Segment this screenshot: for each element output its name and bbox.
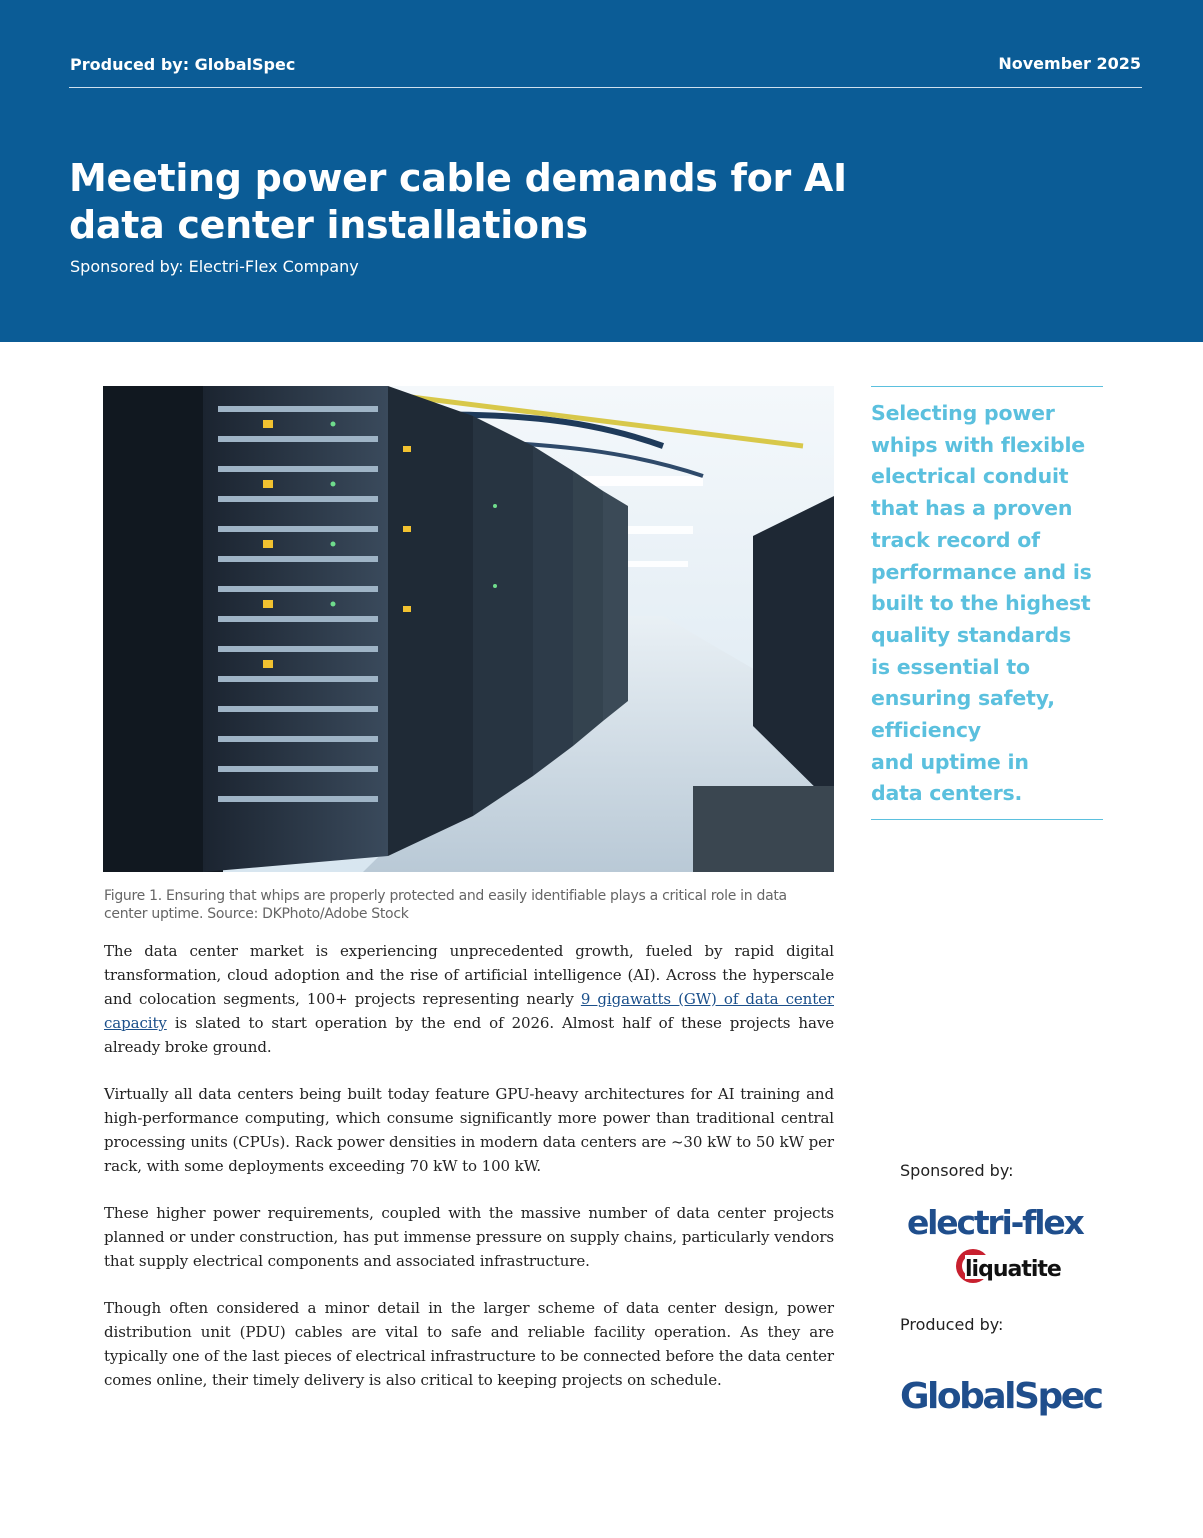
pull-quote-line: electrical conduit <box>871 464 1069 489</box>
paragraph-1-text-b: is slated to start operation by the end of 2026. Almost half of these projects have already broke ground. <box>104 1014 834 1056</box>
produced-by-label: Produced by: GlobalSpec <box>70 55 296 74</box>
sponsored-by-label: Sponsored by: <box>900 1161 1014 1180</box>
pull-quote-line: ensuring safety, <box>871 686 1055 711</box>
header-divider <box>69 87 1142 88</box>
server-aisle-illustration <box>103 386 834 872</box>
globalspec-logo <box>898 1366 1108 1426</box>
paragraph-1 <box>104 939 834 1059</box>
publication-date: November 2025 <box>998 54 1141 73</box>
figure-caption: Figure 1. Ensuring that whips are properly protected and easily identifiable plays a critical role in data center uptime. Source: DKPhoto/Adobe Stock <box>104 888 787 922</box>
pull-quote-rule-top <box>871 386 1103 387</box>
paragraph-3: These higher power requirements, coupled with the massive number of data center projects planned or under construction, has put immense pressure on supply chains, particularly vendors that supply electrical components and associated infrastructure. <box>104 1204 834 1270</box>
sponsored-by-line: Sponsored by: Electri-Flex Company <box>70 257 359 276</box>
pull-quote-line: is essential to <box>871 654 1030 679</box>
paragraph-4: Though often considered a minor detail in the larger scheme of data center design, power distribution unit (PDU) cables are vital to safe and reliable facility operation. As they are typically one of the last pieces of electrical infrastructure to be connected before the data center comes online, their timely delivery is also critical to keeping projects on schedule. <box>104 1299 834 1389</box>
pull-quote <box>871 398 1103 810</box>
pull-quote-rule-bottom <box>871 819 1103 820</box>
pull-quote-line: built to the highest <box>871 591 1091 616</box>
electri-flex-wordmark: electri-flex <box>907 1203 1083 1242</box>
liquatite-wordmark: liquatite <box>965 1257 1061 1282</box>
pull-quote-line: whips with flexible <box>871 432 1085 457</box>
article-body <box>104 939 834 1415</box>
hero-image-data-center <box>103 386 834 872</box>
header-banner <box>0 0 1203 342</box>
pull-quote-line: performance and is <box>871 559 1092 584</box>
capacity-link[interactable]: 9 gigawatts (GW) of data center capacity <box>104 990 834 1032</box>
page-title: Meeting power cable demands for AI data center installations <box>69 156 847 247</box>
pull-quote-line: data centers. <box>871 781 1023 806</box>
electri-flex-logo <box>905 1200 1100 1290</box>
pull-quote-line: Selecting power <box>871 401 1055 425</box>
pull-quote-line: that has a proven <box>871 496 1073 521</box>
pull-quote-line: quality standards <box>871 622 1071 647</box>
globalspec-wordmark: GlobalSpec <box>900 1376 1102 1417</box>
paragraph-1-text-a: The data center market is experiencing unprecedented growth, fueled by rapid digital transformation, cloud adoption and the rise of artificial intelligence (AI). Across the hyperscale and colocation segments, 100+ projects representing nearly <box>104 942 834 1008</box>
produced-by-sidebar-label: Produced by: <box>900 1315 1004 1334</box>
pull-quote-line: efficiency <box>871 718 981 743</box>
pull-quote-line: track record of <box>871 527 1040 552</box>
paragraph-2: Virtually all data centers being built today feature GPU-heavy architectures for AI training and high-performance computing, which consume significantly more power than traditional central processing units (CPUs). Rack power densities in modern data centers are ~30 kW to 50 kW per rack, with some deployments exceeding 70 kW to 100 kW. <box>104 1085 834 1175</box>
pull-quote-line: and uptime in <box>871 749 1029 774</box>
